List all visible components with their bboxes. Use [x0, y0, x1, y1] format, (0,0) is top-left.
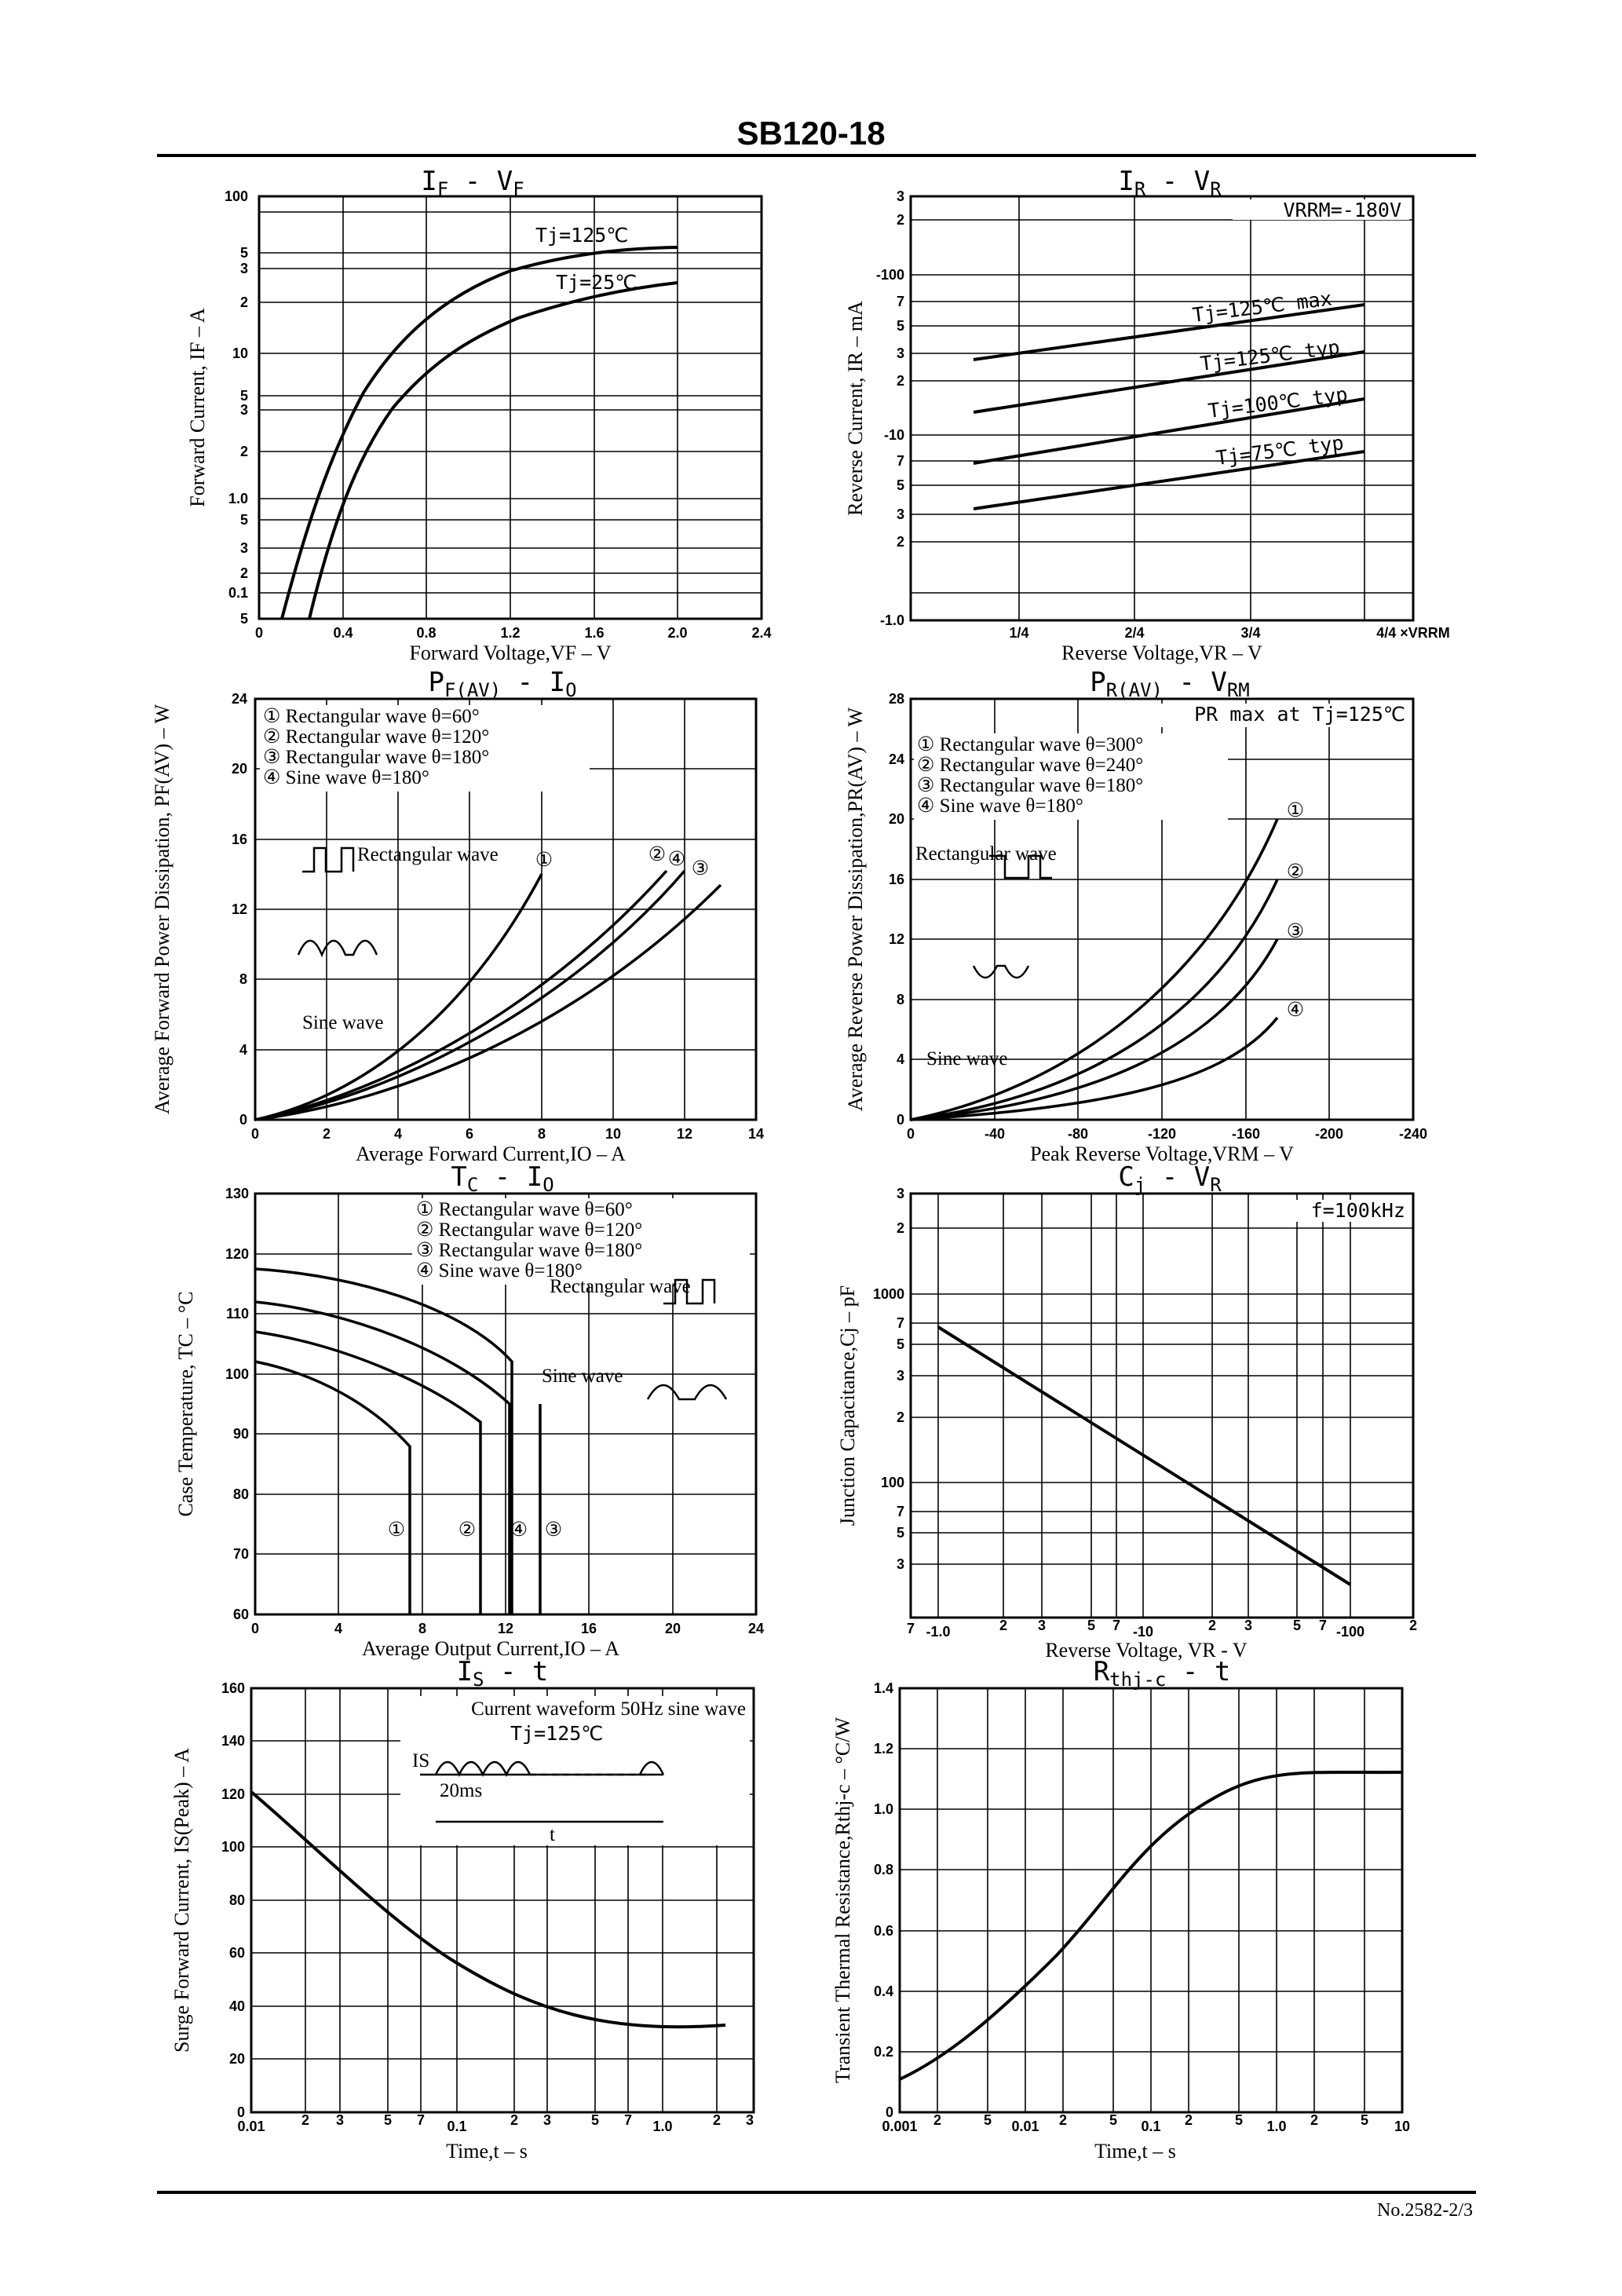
svg-text:1/4: 1/4	[1009, 625, 1029, 641]
x-axis-label: Average Output Current,IO – A	[361, 1637, 620, 1660]
svg-text:8: 8	[239, 971, 247, 987]
svg-text:0: 0	[254, 625, 264, 641]
x-axis-label: Time,t – s	[446, 2140, 528, 2163]
svg-text:0: 0	[250, 1126, 260, 1142]
svg-text:40: 40	[228, 1998, 245, 2014]
svg-text:5: 5	[239, 245, 248, 261]
svg-text:7: 7	[416, 2112, 426, 2128]
series-label: Tj=100℃ typ	[1207, 382, 1349, 422]
svg-text:0: 0	[239, 1112, 247, 1128]
plot-area	[170, 1680, 754, 2163]
legend	[260, 705, 590, 792]
svg-text:14: 14	[747, 1126, 765, 1142]
series-1	[255, 1362, 410, 1614]
waveform-inset	[648, 1280, 726, 1399]
series-3	[255, 885, 721, 1120]
y-axis-label: Transient Thermal Resistance,Rthj-c – °C/W	[831, 1717, 854, 2084]
y-axis-label: Forward Current, IF – A	[186, 308, 209, 507]
y-tick-labels	[232, 691, 247, 1128]
x-axis-label: Reverse Voltage,VR – V	[1061, 642, 1262, 664]
y-axis-label: Reverse Current, IR – mA	[844, 301, 867, 516]
y-axis-label: Case Temperature, TC – °C	[174, 1291, 197, 1517]
sine-wave-label: Sine wave	[542, 1366, 623, 1387]
svg-text:2: 2	[239, 444, 248, 459]
svg-text:4: 4	[896, 1051, 904, 1067]
svg-text:7: 7	[1112, 1618, 1121, 1633]
svg-text:140: 140	[221, 1733, 245, 1749]
frequency-note: f=100kHz	[1310, 1199, 1405, 1222]
svg-text:5: 5	[896, 1336, 904, 1352]
svg-text:120: 120	[225, 1246, 249, 1262]
svg-text:130: 130	[225, 1186, 249, 1201]
y-tick-labels	[874, 1680, 893, 2120]
svg-text:16: 16	[580, 1621, 597, 1636]
svg-text:8: 8	[896, 992, 904, 1007]
svg-text:5: 5	[239, 512, 248, 528]
chart-if-vf	[188, 165, 801, 667]
svg-text:100: 100	[225, 1366, 249, 1382]
plot-area	[844, 691, 1427, 1165]
chart-title: $I_F - V_F$	[421, 166, 524, 200]
document-number: No.2582-2/3	[1377, 2200, 1473, 2221]
svg-text:1.0: 1.0	[873, 1801, 893, 1817]
svg-text:④: ④	[667, 849, 686, 870]
svg-text:-10: -10	[1132, 1624, 1154, 1640]
svg-text:2: 2	[896, 212, 904, 228]
top-rule	[157, 154, 1476, 157]
svg-text:100: 100	[880, 1475, 904, 1490]
svg-text:160: 160	[221, 1680, 245, 1696]
svg-text:2: 2	[1207, 1618, 1217, 1633]
plot-area	[844, 188, 1450, 664]
series-tj25	[309, 283, 678, 619]
rect-wave-label: Rectangular wave	[550, 1276, 691, 1297]
svg-text:80: 80	[228, 1892, 245, 1908]
svg-text:-1.0: -1.0	[926, 1624, 951, 1640]
svg-text:0: 0	[236, 2104, 245, 2120]
svg-text:③ Rectangular wave θ=180°: ③ Rectangular wave θ=180°	[917, 775, 1144, 796]
svg-text:2.4: 2.4	[751, 625, 772, 641]
period-label: 20ms	[440, 1780, 483, 1801]
svg-text:4: 4	[239, 1042, 247, 1058]
svg-text:3: 3	[896, 1186, 904, 1201]
svg-text:0.8: 0.8	[873, 1862, 893, 1877]
curve-markers	[1287, 800, 1304, 1021]
svg-text:3: 3	[239, 261, 248, 276]
bottom-rule	[157, 2191, 1476, 2194]
svg-text:0.6: 0.6	[873, 1923, 893, 1939]
svg-text:④ Sine wave θ=180°: ④ Sine wave θ=180°	[263, 767, 429, 788]
series-label: Tj=125℃ typ	[1199, 335, 1341, 375]
svg-text:3: 3	[239, 402, 248, 418]
svg-text:12: 12	[231, 901, 247, 917]
rect-wave-label: Rectangular wave	[357, 844, 499, 865]
prmax-note: PR max at Tj=125℃	[1194, 703, 1405, 726]
sine-wave-label: Sine wave	[302, 1012, 384, 1033]
y-tick-labels	[873, 1186, 904, 1572]
x-tick-labels	[255, 625, 772, 641]
svg-text:2: 2	[896, 373, 904, 389]
x-axis-label: Forward Voltage,VF – V	[409, 642, 612, 664]
x-tick-labels	[907, 1126, 1427, 1142]
svg-text:20: 20	[231, 761, 247, 777]
document-title: SB120-18	[736, 115, 886, 152]
svg-text:5: 5	[896, 477, 904, 493]
svg-text:3: 3	[1037, 1618, 1047, 1633]
svg-text:2: 2	[1058, 2112, 1068, 2128]
svg-text:60: 60	[228, 1945, 245, 1961]
svg-text:5: 5	[1360, 2112, 1369, 2128]
svg-text:8: 8	[537, 1126, 546, 1142]
y-axis-label: Average Forward Power Dissipation, PF(AV) – W	[151, 704, 174, 1115]
svg-text:-200: -200	[1314, 1126, 1344, 1142]
chart-title: $R_{thj-c}$ - t	[1093, 1656, 1231, 1691]
svg-text:2: 2	[322, 1126, 331, 1142]
x-tick-labels	[882, 2112, 1410, 2134]
svg-text:8: 8	[418, 1621, 427, 1636]
svg-text:2: 2	[1310, 2112, 1319, 2128]
svg-text:7: 7	[896, 294, 904, 309]
svg-text:0.1: 0.1	[447, 2119, 467, 2134]
svg-text:4: 4	[334, 1621, 343, 1636]
svg-text:2: 2	[933, 2112, 942, 2128]
rect-wave-label: Rectangular wave	[915, 843, 1057, 865]
svg-text:1.2: 1.2	[500, 625, 521, 641]
svg-text:3: 3	[335, 2112, 345, 2128]
svg-text:2: 2	[712, 2112, 721, 2128]
svg-text:0: 0	[250, 1621, 260, 1636]
grid	[911, 1194, 1413, 1618]
svg-text:110: 110	[225, 1306, 249, 1322]
svg-text:2: 2	[999, 1618, 1008, 1633]
y-axis-label: Surge Forward Current, IS(Peak) – A	[170, 1747, 193, 2053]
plot-area	[186, 188, 772, 664]
svg-text:② Rectangular wave θ=120°: ② Rectangular wave θ=120°	[416, 1219, 643, 1241]
svg-text:16: 16	[888, 872, 904, 887]
svg-text:16: 16	[231, 832, 247, 847]
svg-text:5: 5	[1234, 2112, 1244, 2128]
chart-ir-vr	[832, 165, 1460, 667]
svg-text:2.0: 2.0	[667, 625, 688, 641]
svg-text:② Rectangular wave θ=240°: ② Rectangular wave θ=240°	[917, 755, 1144, 776]
svg-text:1000: 1000	[872, 1286, 904, 1302]
svg-text:5: 5	[239, 611, 248, 627]
svg-text:2: 2	[239, 565, 248, 581]
series-tj75-typ	[974, 452, 1364, 509]
svg-text:3: 3	[896, 345, 904, 361]
chart-title: $I_R - V_R$	[1118, 166, 1222, 200]
svg-text:7: 7	[896, 1315, 904, 1331]
svg-text:3: 3	[745, 2112, 754, 2128]
svg-text:7: 7	[906, 1621, 915, 1636]
series-2	[255, 871, 667, 1120]
svg-text:0.4: 0.4	[333, 625, 353, 641]
svg-text:0.1: 0.1	[228, 585, 248, 601]
svg-text:2: 2	[301, 2112, 310, 2128]
svg-text:7: 7	[896, 453, 904, 469]
svg-text:24: 24	[888, 751, 904, 767]
svg-text:100: 100	[224, 188, 248, 204]
chart-rth-t	[832, 1654, 1460, 2180]
sine-wave-label: Sine wave	[926, 1048, 1008, 1069]
chart-pr-vrm	[832, 664, 1460, 1167]
svg-text:-10: -10	[883, 427, 904, 443]
svg-text:90: 90	[232, 1426, 249, 1442]
svg-text:80: 80	[232, 1486, 249, 1502]
x-tick-labels	[251, 1126, 764, 1142]
svg-text:①: ①	[535, 850, 553, 871]
svg-text:-100: -100	[1335, 1624, 1365, 1640]
svg-text:7: 7	[623, 2112, 633, 2128]
svg-text:1.0: 1.0	[652, 2119, 673, 2134]
svg-text:3: 3	[239, 540, 248, 556]
svg-text:-80: -80	[1067, 1126, 1089, 1142]
svg-text:④: ④	[510, 1519, 528, 1541]
svg-text:③: ③	[1286, 921, 1305, 942]
x-axis-label: Reverse Voltage, VR - V	[1045, 1639, 1248, 1662]
svg-text:12: 12	[888, 931, 904, 947]
tj-note: Tj=125℃	[510, 1722, 604, 1745]
svg-text:20: 20	[228, 2051, 245, 2067]
svg-text:1.0: 1.0	[228, 491, 248, 506]
t-label: t	[550, 1824, 555, 1845]
svg-text:5: 5	[590, 2112, 600, 2128]
svg-text:10: 10	[1394, 2119, 1411, 2134]
x-tick-labels	[1009, 625, 1449, 641]
svg-text:0.01: 0.01	[237, 2119, 265, 2134]
series-4	[255, 1302, 510, 1614]
svg-text:7: 7	[896, 1504, 904, 1519]
series-3	[255, 1269, 512, 1614]
svg-text:0.2: 0.2	[873, 2044, 893, 2060]
svg-text:0: 0	[896, 1112, 904, 1128]
waveform-inset	[974, 856, 1052, 978]
chart-title: $P_{F(AV)} - I_O$	[428, 667, 577, 701]
svg-text:1.2: 1.2	[873, 1741, 893, 1757]
svg-text:1.0: 1.0	[1266, 2119, 1287, 2134]
svg-text:③: ③	[544, 1519, 563, 1541]
x-axis-label: Average Forward Current,IO – A	[356, 1143, 626, 1165]
plot-area	[174, 1186, 764, 1660]
svg-text:4/4 ×VRRM: 4/4 ×VRRM	[1376, 625, 1450, 641]
svg-text:2: 2	[896, 1409, 904, 1425]
annotation: Tj=25℃	[556, 271, 637, 294]
is-label: IS	[412, 1750, 430, 1771]
svg-text:③: ③	[691, 858, 710, 879]
chart-title: $T_C - I_O$	[451, 1161, 554, 1196]
svg-text:2: 2	[239, 294, 248, 310]
series-label: Tj=125℃ max	[1191, 287, 1333, 327]
svg-text:0.001: 0.001	[882, 2119, 918, 2134]
svg-text:3: 3	[1244, 1618, 1253, 1633]
svg-text:100: 100	[221, 1839, 245, 1855]
chart-title: $I_S$ - t	[456, 1656, 549, 1691]
legend	[412, 1198, 750, 1285]
svg-text:5: 5	[1109, 2112, 1118, 2128]
svg-text:3: 3	[896, 1556, 904, 1572]
svg-text:4: 4	[393, 1126, 403, 1142]
y-tick-labels	[225, 188, 248, 627]
svg-text:28: 28	[888, 691, 904, 707]
chart-tc-io	[141, 1159, 816, 1662]
svg-text:6: 6	[465, 1126, 474, 1142]
svg-text:5: 5	[383, 2112, 393, 2128]
svg-text:① Rectangular wave θ=60°: ① Rectangular wave θ=60°	[263, 706, 480, 727]
svg-text:10: 10	[605, 1126, 622, 1142]
svg-text:120: 120	[221, 1786, 245, 1802]
svg-text:12: 12	[676, 1126, 693, 1142]
vrrm-note: VRRM=-180V	[1283, 199, 1401, 221]
svg-text:①: ①	[387, 1519, 406, 1541]
svg-text:-240: -240	[1398, 1126, 1428, 1142]
legend	[914, 733, 1228, 820]
svg-text:2: 2	[896, 534, 904, 550]
svg-text:10: 10	[232, 345, 248, 361]
svg-text:②: ②	[648, 844, 667, 865]
svg-text:20: 20	[888, 811, 904, 827]
svg-text:③ Rectangular wave θ=180°: ③ Rectangular wave θ=180°	[416, 1240, 643, 1261]
waveform-note: Current waveform 50Hz sine wave	[471, 1698, 746, 1720]
chart-pf-io	[141, 664, 816, 1167]
svg-text:2: 2	[896, 1220, 904, 1236]
svg-text:④ Sine wave θ=180°: ④ Sine wave θ=180°	[416, 1260, 583, 1281]
svg-text:1.4: 1.4	[873, 1680, 893, 1696]
svg-text:20: 20	[664, 1621, 681, 1636]
svg-text:-160: -160	[1231, 1126, 1261, 1142]
svg-text:0: 0	[885, 2104, 893, 2120]
svg-text:0.4: 0.4	[873, 1983, 893, 1999]
chart-title: $C_j - V_R$	[1118, 1161, 1222, 1196]
svg-text:24: 24	[747, 1621, 765, 1636]
plot-area	[151, 691, 764, 1165]
svg-text:2: 2	[1408, 1618, 1418, 1633]
svg-text:0.8: 0.8	[416, 625, 437, 641]
svg-text:② Rectangular wave θ=120°: ② Rectangular wave θ=120°	[263, 726, 490, 748]
x-axis-label: Peak Reverse Voltage,VRM – V	[1030, 1143, 1294, 1165]
svg-text:7: 7	[1318, 1618, 1328, 1633]
svg-text:70: 70	[232, 1546, 249, 1562]
svg-text:5: 5	[239, 388, 248, 404]
svg-text:③ Rectangular wave θ=180°: ③ Rectangular wave θ=180°	[263, 747, 490, 768]
plot-area	[831, 1680, 1410, 2163]
svg-text:12: 12	[497, 1621, 514, 1636]
svg-text:① Rectangular wave θ=300°: ① Rectangular wave θ=300°	[917, 734, 1144, 755]
x-tick-labels	[237, 2112, 754, 2134]
svg-text:3: 3	[896, 188, 904, 204]
y-tick-labels	[889, 691, 904, 1128]
svg-text:3: 3	[896, 506, 904, 522]
svg-text:5: 5	[896, 318, 904, 334]
svg-text:2/4: 2/4	[1124, 625, 1145, 641]
svg-text:2: 2	[510, 2112, 519, 2128]
svg-text:3/4: 3/4	[1240, 625, 1261, 641]
x-tick-labels	[907, 1618, 1417, 1640]
svg-text:-120: -120	[1147, 1126, 1177, 1142]
x-axis-label: Time,t – s	[1094, 2140, 1176, 2163]
svg-text:2: 2	[1184, 2112, 1193, 2128]
svg-text:④ Sine wave θ=180°: ④ Sine wave θ=180°	[917, 795, 1083, 817]
svg-text:5: 5	[1087, 1618, 1096, 1633]
y-axis-label: Average Reverse Power Dissipation,PR(AV) – W	[844, 707, 867, 1112]
plot-area	[836, 1186, 1417, 1662]
grid	[259, 196, 762, 619]
svg-text:-40: -40	[984, 1126, 1006, 1142]
svg-text:24: 24	[231, 691, 247, 707]
svg-text:5: 5	[1292, 1618, 1302, 1633]
svg-text:②: ②	[1286, 861, 1305, 883]
series-tj125	[282, 247, 678, 619]
curve-markers	[388, 1519, 562, 1541]
grid	[900, 1688, 1402, 2112]
chart-is-t	[141, 1654, 816, 2180]
series-label: Tj=75℃ typ	[1215, 431, 1346, 470]
y-axis-label: Junction Capacitance,Cj – pF	[836, 1285, 859, 1526]
x-tick-labels	[251, 1621, 764, 1636]
y-tick-labels	[221, 1680, 245, 2120]
svg-text:60: 60	[232, 1607, 249, 1622]
svg-text:-100: -100	[875, 267, 904, 283]
chart-cj-vr	[832, 1159, 1460, 1662]
annotation: Tj=125℃	[535, 224, 629, 247]
svg-text:3: 3	[542, 2112, 552, 2128]
svg-text:0: 0	[906, 1126, 915, 1142]
series-cj	[938, 1327, 1350, 1585]
svg-text:3: 3	[896, 1368, 904, 1384]
svg-text:0.01: 0.01	[1011, 2119, 1039, 2134]
svg-text:1.6: 1.6	[584, 625, 605, 641]
svg-text:0.1: 0.1	[1141, 2119, 1161, 2134]
svg-text:-1.0: -1.0	[879, 612, 904, 628]
grid	[911, 196, 1413, 620]
svg-text:④: ④	[1286, 1000, 1305, 1021]
y-tick-labels	[225, 1186, 249, 1622]
svg-text:②: ②	[458, 1519, 477, 1541]
svg-text:5: 5	[983, 2112, 992, 2128]
chart-title: $P_{R(AV)} - V_{RM}$	[1090, 667, 1250, 701]
y-tick-labels	[876, 188, 904, 628]
svg-text:① Rectangular wave θ=60°: ① Rectangular wave θ=60°	[416, 1199, 633, 1220]
svg-text:①: ①	[1286, 800, 1305, 821]
svg-text:5: 5	[896, 1525, 904, 1541]
